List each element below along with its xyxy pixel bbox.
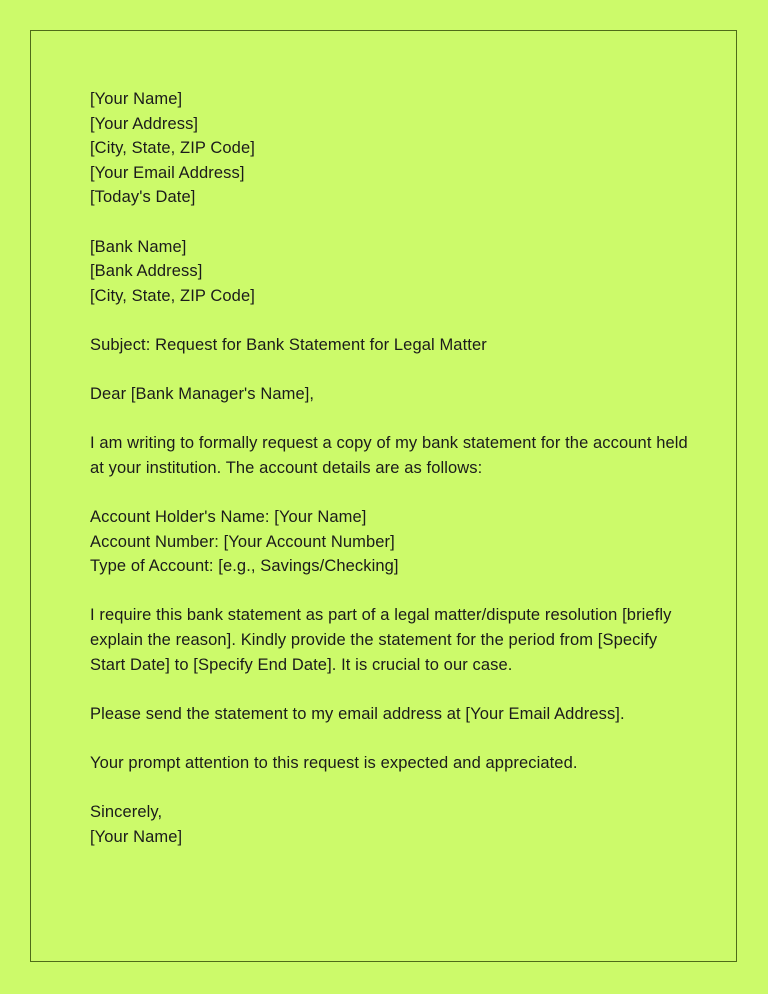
spacer-after-delivery [90,726,690,751]
subject-line: Subject: Request for Bank Statement for Legal Matter [90,335,487,354]
account-holder-name: Account Holder's Name: [Your Name] [90,508,367,527]
sender-name: [Your Name] [90,90,183,108]
delivery-paragraph: Please send the statement to my email address at [Your Email Address]. [90,704,625,723]
spacer-after-reason [90,677,690,702]
account-type: Type of Account: [e.g., Savings/Checking] [90,557,399,576]
signature-name: [Your Name] [90,827,183,846]
signature-block [90,800,690,849]
letter-content [90,87,690,849]
account-number: Account Number: [Your Account Number] [90,532,395,551]
bank-name: [Bank Name] [90,237,187,256]
signoff: Sincerely, [90,803,163,822]
closing-paragraph: Your prompt attention to this request is expected and appreciated. [90,754,578,773]
reason-paragraph: I require this bank statement as part of a legal matter/dispute resolution [briefly explain the reason]. Kindly provide the statement for the period from [Specify Start Date] to [Specify End Date]. It is crucial to our case. [90,606,672,674]
sender-address-block [90,87,690,210]
bank-address: [Bank Address] [90,262,203,281]
letter-border-frame [30,30,737,962]
sender-city-state-zip: [City, State, ZIP Code] [90,139,255,158]
sender-email: [Your Email Address] [90,163,245,182]
spacer-after-recipient [90,308,690,333]
spacer-after-account-details [90,579,690,604]
spacer-after-intro [90,481,690,506]
bank-city-state-zip: [City, State, ZIP Code] [90,286,255,305]
spacer-after-closing [90,776,690,801]
salutation: Dear [Bank Manager's Name], [90,385,315,404]
spacer-after-salutation [90,407,690,432]
account-details-block [90,505,690,579]
spacer-after-subject [90,358,690,383]
spacer-after-sender [90,210,690,235]
intro-paragraph: I am writing to formally request a copy of my bank statement for the account held at your institution. The account details are as follows: [90,434,688,477]
recipient-address-block [90,235,690,309]
sender-address: [Your Address] [90,114,199,133]
letter-date: [Today's Date] [90,188,196,207]
